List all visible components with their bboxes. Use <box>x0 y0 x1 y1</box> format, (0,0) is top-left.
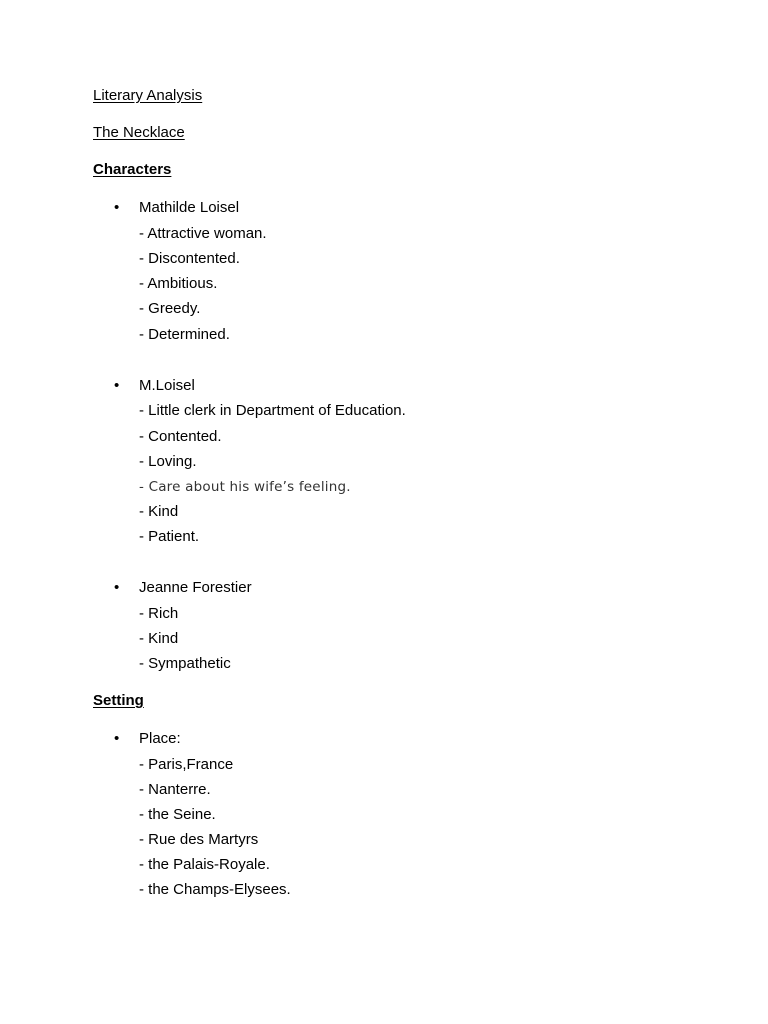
character-trait: - Little clerk in Department of Education. <box>139 402 406 419</box>
character-trait: - Ambitious. <box>139 275 218 292</box>
character-trait: - Care about his wife’s feeling. <box>139 479 351 495</box>
character-trait: - Sympathetic <box>139 655 231 672</box>
setting-item: - Rue des Martyrs <box>139 831 259 848</box>
setting-heading: Setting <box>93 692 144 709</box>
character-name: Mathilde Loisel <box>139 199 240 216</box>
character-trait: - Patient. <box>139 528 200 545</box>
bullet-icon: • <box>114 199 120 216</box>
character-trait: - Kind <box>139 630 179 647</box>
bullet-icon: • <box>114 579 120 596</box>
setting-label: Place: <box>139 730 181 747</box>
character-trait: - Rich <box>139 605 179 622</box>
character-trait: - Loving. <box>139 453 197 470</box>
character-name: M.Loisel <box>139 377 195 394</box>
character-trait: - Determined. <box>139 326 230 343</box>
character-trait: - Contented. <box>139 428 222 445</box>
setting-item: - Paris,France <box>139 756 234 773</box>
character-trait: - Attractive woman. <box>139 225 267 242</box>
bullet-icon: • <box>114 730 120 747</box>
characters-heading: Characters <box>93 161 172 178</box>
setting-item: - the Seine. <box>139 806 216 823</box>
character-trait: - Discontented. <box>139 250 240 267</box>
setting-item: - the Champs-Elysees. <box>139 881 291 898</box>
bullet-icon: • <box>114 377 120 394</box>
character-trait: - Greedy. <box>139 300 201 317</box>
character-name: Jeanne Forestier <box>139 579 252 596</box>
setting-item: - the Palais-Royale. <box>139 856 270 873</box>
character-trait: - Kind <box>139 503 179 520</box>
setting-item: - Nanterre. <box>139 781 211 798</box>
document-title: Literary Analysis <box>93 87 203 104</box>
story-title: The Necklace <box>93 124 185 141</box>
